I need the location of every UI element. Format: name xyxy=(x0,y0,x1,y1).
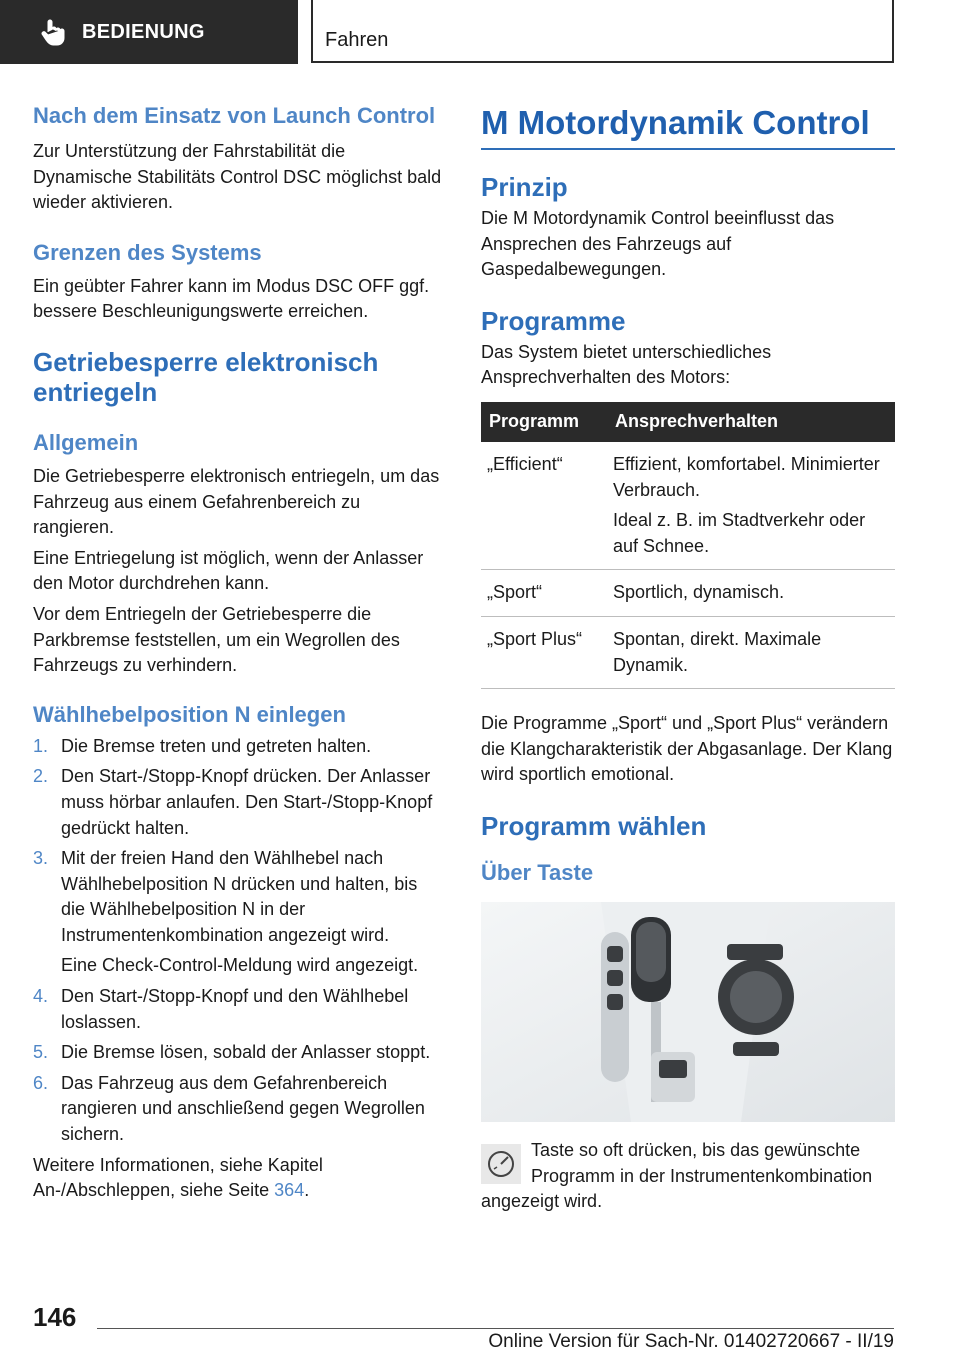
paragraph-launch: Zur Unterstützung der Fahrstabilität die Dynamische Stabilitäts Control DSC möglichst bald wieder aktivieren. xyxy=(33,141,442,213)
chapter-tab xyxy=(0,0,298,64)
paragraph-allgemein-1: Die Getriebesperre elektronisch entriegeln, um das Fahrzeug aus einem Gefahrenbereich zu rangieren. xyxy=(33,465,440,538)
list-item: 3. Mit der freien Hand den Wählhebel nach Wählhebelposition N drücken und halten, bis die Wählhebelposition N in der Instrumentenkombination angezeigt wird. Eine Check-Control-Meldung wird angezeigt. xyxy=(33,846,446,979)
heading-programme: Programme xyxy=(481,305,626,336)
table-row: „Sport“ Sportlich, dynamisch. xyxy=(481,570,895,617)
table-row: „Sport Plus“ Spontan, direkt. Maximale Dynamik. xyxy=(481,616,895,688)
hand-pointer-icon xyxy=(40,18,68,46)
heading-ueber-taste: Über Taste xyxy=(481,859,594,885)
note-box xyxy=(481,1138,895,1215)
heading-waehlhebel: Wählhebelposition N einlegen xyxy=(33,701,346,727)
paragraph-grenzen: Ein geübter Fahrer kann im Modus DSC OFF ggf. bessere Beschleunigungswerte erreichen. xyxy=(33,275,430,322)
heading-motordynamik: M Motordynamik Control xyxy=(481,102,895,150)
heading-programm-waehlen: Programm wählen xyxy=(481,810,707,841)
left-column xyxy=(33,102,446,1204)
right-column xyxy=(481,102,895,1215)
heading-prinzip: Prinzip xyxy=(481,172,568,202)
table-row: „Efficient“ Effizient, komfortabel. Minimierter Verbrauch. Ideal z. B. im Stadtverkehr oder auf Schnee. xyxy=(481,442,895,570)
column-header: Programm xyxy=(481,402,607,442)
center-console-image xyxy=(481,902,895,1122)
paragraph-programme: Das System bietet unterschiedliches Ansprechverhalten des Motors: xyxy=(481,341,772,388)
page-number: 146 xyxy=(33,1302,77,1332)
heading-getriebesperre: Getriebesperre elektronisch entriegeln xyxy=(33,346,379,407)
paragraph-allgemein-3: Vor dem Entriegeln der Getriebesperre die Parkbremse feststellen, um ein Wegrollen des Fahrzeugs zu verhindern. xyxy=(33,603,400,676)
heading-allgemein: Allgemein xyxy=(33,429,139,455)
list-item: 5. Die Bremse lösen, sobald der Anlasser stoppt. xyxy=(33,1042,431,1063)
paragraph-note: Taste so oft drücken, bis das gewünschte Programm in der Instrumentenkombination angezeigt wird. xyxy=(481,1139,873,1212)
list-item: 4. Den Start-/Stopp-Knopf und den Wählhebel loslassen. xyxy=(33,986,409,1032)
page-link[interactable]: 364 xyxy=(274,1180,305,1201)
speedometer-icon xyxy=(481,1144,521,1184)
chapter-label: BEDIENUNG xyxy=(82,20,205,43)
list-item: 2. Den Start-/Stopp-Knopf drücken. Der Anlasser muss hörbar anlaufen. Den Start-/Stopp-Knopf gedrückt halten. xyxy=(33,766,433,838)
footer-version: Online Version für Sach-Nr. 01402720667 - II/19 xyxy=(488,1331,894,1352)
heading-launch-control: Nach dem Einsatz von Launch Control xyxy=(33,103,436,128)
paragraph-klang: Die Programme „Sport“ und „Sport Plus“ verändern die Klangcharakteristik der Abgasanlage. Der Klang wird sportlich emotional. xyxy=(481,713,893,785)
heading-grenzen: Grenzen des Systems xyxy=(33,239,262,265)
footer-divider xyxy=(97,1328,894,1329)
step-note: Eine Check-Control-Meldung wird angezeigt. xyxy=(61,955,419,976)
paragraph-prinzip: Die M Motordynamik Control beeinflusst das Ansprechen des Fahrzeugs auf Gaspedalbewegungen. xyxy=(481,208,835,280)
paragraph-allgemein-2: Eine Entriegelung ist möglich, wenn der Anlasser den Motor durchdrehen kann. xyxy=(33,547,424,594)
list-item: 6. Das Fahrzeug aus dem Gefahrenbereich rangieren und anschließend gegen Wegrollen sichern. xyxy=(33,1072,425,1145)
steps-list xyxy=(33,734,446,1148)
section-header xyxy=(311,0,894,63)
program-table xyxy=(481,402,895,689)
column-header: Ansprechverhalten xyxy=(607,402,895,442)
table-header-row xyxy=(481,402,895,442)
list-item: 1. Die Bremse treten und getreten halten. xyxy=(33,735,372,756)
paragraph-weitere: Weitere Informationen, siehe Kapitel An-/Abschleppen, siehe Seite 364. xyxy=(33,1154,323,1201)
section-title: Fahren xyxy=(325,29,389,51)
